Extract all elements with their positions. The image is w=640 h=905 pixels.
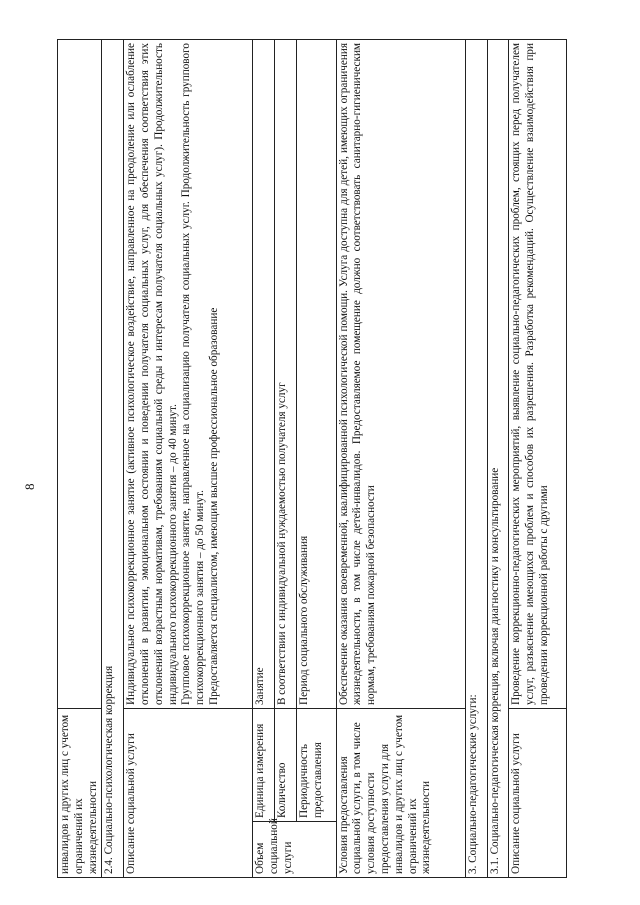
description-paragraph-1: Индивидуальное психокоррекционное занятие (активное психологическое воздействие, направленное на преодоление или ослабление отклонений в развитии, эмоциональном состоянии и поведении получателя социальных услуг, для обеспечения соответствия этих отклонений возрастным нормативам, требованиям социальной среды и интересам получателя социальных услуг). Продолжительность индивидуального психокоррекционного занятия – до 40 минут. [125,42,179,705]
description-text [124,39,253,708]
quantity-label: Количество [275,708,297,821]
section-3-1-description-label: Описание социальной услуги [509,708,567,877]
table-row [296,39,336,877]
section-2-4-heading: 2.4. Социально-психологическая коррекция [102,39,124,877]
table-row [509,39,567,877]
services-table [57,39,567,878]
description-label: Описание социальной услуги [124,708,253,877]
unit-label: Единица измерения [253,708,275,821]
top-row-left: инвалидов и других лиц с учетом ограничений их жизнедеятельности [58,708,102,877]
table-row [465,39,487,877]
section-3-1-heading: 3.1. Социально-педагогическая коррекция, включая диагностику и консультирование [487,39,509,877]
unit-value: Занятие [253,39,275,708]
top-row-right [58,39,102,708]
conditions-label: Условия предоставления социальной услуги, в том числе условия доступности предоставления услуги для инвалидов и других лиц с учетом ограничений их жизнедеятельности [336,708,465,877]
periodicity-label: Периодичность предоставления [296,708,336,821]
table-row [58,39,102,877]
periodicity-value: Период социального обслуживания [296,39,336,708]
quantity-value: В соответствии с индивидуальной нуждаемостью получателя услуг [275,39,297,708]
section-3-1-description-value: Проведение коррекционно-педагогических мероприятий, выявление социально-педагогических проблем, стоящих перед получателем услуг, разъяснение имеющихся проблем и способов их разрешения. Разработка рекомендаций. Осуществление взаимодействия при проведении коррекционной работы с другими [509,39,567,708]
conditions-value: Обеспечение оказания своевременной, квалифицированной психологической помощи. Услуга доступна для детей, имеющих ограничения жизнедеятельности, в том числе детей-инвалидов. Предоставляемое помещение должно соответствовать санитарно-гигиеническим нормам, требованиям пожарной безопасности [336,39,465,708]
table-row [275,39,297,877]
description-paragraph-2: Групповое психокоррекционное занятие, направленное на социализацию получателя социальных услуг. Продолжительность группового психокоррекционного занятия – до 50 минут. [180,42,207,705]
page-number: 8 [22,483,37,490]
section-3-heading: 3. Социально-педагогические услуги: [465,39,487,877]
table-row [124,39,253,877]
table-row [336,39,465,877]
table-row [487,39,509,877]
volume-label: Объем социальной услуги [253,822,336,878]
table-row [253,39,275,877]
table-row [102,39,124,877]
description-paragraph-3: Предоставляется специалистом, имеющим высшее профессиональное образование [207,307,220,705]
